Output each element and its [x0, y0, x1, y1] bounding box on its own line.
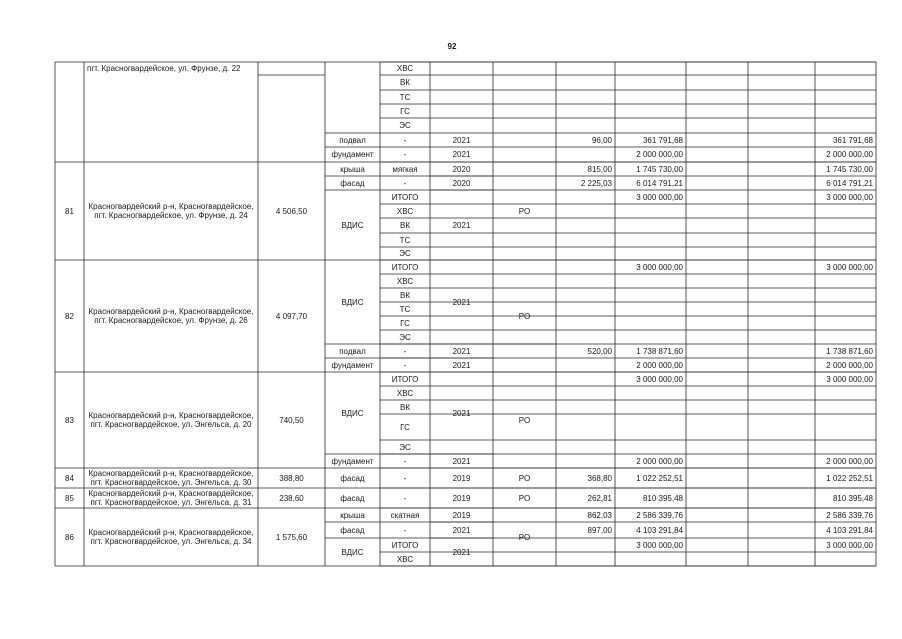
- fund-cell: РО: [518, 311, 531, 321]
- work-type-cell: фундамент: [331, 150, 374, 159]
- system-type-cell: ХВС: [396, 206, 414, 216]
- fund-cell: РО: [518, 206, 531, 216]
- system-type-cell: ХВС: [396, 388, 414, 398]
- total-cost-cell: 1 022 252,51: [826, 473, 873, 483]
- system-type-cell: ЭС: [399, 332, 411, 342]
- year-cell: 2021: [452, 135, 471, 145]
- area-cell: 388,80: [279, 473, 304, 483]
- total-cost-cell: 3 000 000,00: [826, 540, 873, 550]
- area-cell: 740,50: [279, 415, 304, 425]
- year-cell: 2021: [452, 456, 471, 466]
- system-type-cell: -: [403, 346, 407, 356]
- system-type-cell: ИТОГО: [391, 262, 419, 272]
- system-type-cell: ЭС: [399, 442, 411, 452]
- total-cost-cell: 6 014 791,21: [826, 178, 873, 188]
- system-type-cell: -: [403, 150, 407, 159]
- volume-cell: 368,80: [587, 473, 612, 483]
- work-type-cell: фасад: [340, 178, 365, 188]
- volume-cell: 862,03: [587, 510, 612, 520]
- page-number: 92: [447, 42, 457, 51]
- year-cell: 2019: [452, 510, 471, 520]
- total-cost-cell: 2 000 000,00: [826, 360, 873, 370]
- row-number: 86: [65, 532, 74, 542]
- year-cell: 2021: [452, 525, 471, 535]
- fund-cell: РО: [518, 473, 531, 483]
- work-type-cell: крыша: [340, 164, 365, 174]
- system-type-cell: -: [403, 178, 407, 188]
- system-type-cell: ГС: [400, 422, 410, 432]
- row-number: 85: [65, 493, 74, 503]
- year-cell: 2021: [452, 150, 471, 159]
- total-cost-cell: 1 738 871,60: [826, 346, 873, 356]
- area-cell: 4 506,50: [275, 206, 308, 216]
- cost-cell: 810 395,48: [642, 493, 683, 503]
- cost-cell: 2 000 000,00: [636, 150, 683, 159]
- fund-cell: РО: [518, 493, 531, 503]
- system-type-cell: ТС: [399, 235, 411, 245]
- area-cell: 238,60: [279, 493, 304, 503]
- vdis-label: ВДИС: [341, 220, 364, 230]
- cost-cell: 6 014 791,21: [636, 178, 683, 188]
- continuation-address: пгт. Красногвардейское, ул. Фрунзе, д. 22: [87, 64, 241, 73]
- year-cell: 2021: [452, 346, 471, 356]
- vdis-label: ВДИС: [341, 408, 364, 418]
- system-type-cell: ВК: [400, 78, 410, 87]
- year-cell: 2019: [452, 473, 471, 483]
- total-cost-cell: 2 586 339,76: [826, 510, 873, 520]
- address-cell: Красногвардейский р-н, Красногвардейское, пгт. Красногвардейское, ул. Энгельса, д. 30: [88, 469, 254, 487]
- row-number: 81: [65, 206, 74, 216]
- system-type-cell: ГС: [400, 106, 410, 116]
- cost-cell: 2 000 000,00: [636, 360, 683, 370]
- cost-cell: 4 103 291,84: [636, 525, 683, 535]
- work-type-cell: подвал: [339, 346, 366, 356]
- total-cost-cell: 810 395,48: [832, 493, 873, 503]
- system-type-cell: ИТОГО: [391, 192, 419, 202]
- work-type-cell: крыша: [340, 510, 365, 520]
- volume-cell: 815,00: [587, 164, 612, 174]
- cost-cell: 361 791,68: [642, 135, 683, 145]
- system-type-cell: ХВС: [396, 64, 414, 73]
- address-cell: Красногвардейский р-н, Красногвардейское, пгт. Красногвардейское, ул. Фрунзе, д. 26: [88, 307, 254, 325]
- vdis-label: ВДИС: [341, 547, 364, 557]
- volume-cell: 2 225,03: [580, 178, 612, 188]
- row-number: 82: [65, 311, 74, 321]
- total-cost-cell: 3 000 000,00: [826, 374, 873, 384]
- work-type-cell: подвал: [339, 135, 366, 145]
- system-type-cell: -: [403, 135, 407, 145]
- fund-cell: РО: [518, 532, 531, 542]
- total-cost-cell: 2 000 000,00: [826, 150, 873, 159]
- system-type-cell: -: [403, 360, 407, 370]
- work-type-cell: фасад: [340, 473, 365, 483]
- system-type-cell: ИТОГО: [391, 374, 419, 384]
- system-type-cell: ХВС: [396, 554, 414, 564]
- system-type-cell: скатная: [390, 510, 420, 520]
- work-type-cell: фасад: [340, 493, 365, 503]
- vdis-year: 2021: [452, 547, 471, 557]
- volume-cell: 262,81: [587, 493, 612, 503]
- year-cell: 2019: [452, 493, 471, 503]
- address-cell: Красногвардейский р-н, Красногвардейское, пгт. Красногвардейское, ул. Энгельса, д. 20: [88, 411, 254, 429]
- address-cell: Красногвардейский р-н, Красногвардейское, пгт. Красногвардейское, ул. Фрунзе, д. 24: [88, 202, 254, 220]
- volume-cell: 897,00: [587, 525, 612, 535]
- system-type-cell: ГС: [400, 318, 410, 328]
- row-number: 84: [65, 473, 74, 483]
- system-type-cell: ЭС: [399, 249, 411, 258]
- area-cell: 1 575,60: [275, 532, 308, 542]
- work-type-cell: фасад: [340, 525, 365, 535]
- vdis-year: 2021: [452, 220, 471, 230]
- system-type-cell: -: [403, 473, 407, 483]
- system-type-cell: ИТОГО: [391, 540, 419, 550]
- total-cost-cell: 4 103 291,84: [826, 525, 873, 535]
- volume-cell: 520,00: [587, 346, 612, 356]
- address-cell: Красногвардейский р-н, Красногвардейское, пгт. Красногвардейское, ул. Энгельса, д. 31: [88, 489, 254, 507]
- vdis-year: 2021: [452, 297, 471, 307]
- total-cost-cell: 3 000 000,00: [826, 262, 873, 272]
- year-cell: 2020: [452, 164, 471, 174]
- vdis-year: 2021: [452, 408, 471, 418]
- system-type-cell: -: [403, 456, 407, 466]
- total-cost-cell: 1 745 730,00: [826, 164, 873, 174]
- system-type-cell: ЭС: [399, 121, 411, 130]
- row-number: 83: [65, 415, 74, 425]
- cost-cell: 3 000 000,00: [636, 262, 683, 272]
- system-type-cell: ТС: [399, 304, 411, 314]
- work-type-cell: фундамент: [331, 456, 374, 466]
- total-cost-cell: 3 000 000,00: [826, 192, 873, 202]
- cost-cell: 3 000 000,00: [636, 374, 683, 384]
- year-cell: 2021: [452, 360, 471, 370]
- cost-cell: 2 000 000,00: [636, 456, 683, 466]
- total-cost-cell: 361 791,68: [832, 135, 873, 145]
- cost-cell: 1 745 730,00: [636, 164, 683, 174]
- total-cost-cell: 2 000 000,00: [826, 456, 873, 466]
- year-cell: 2020: [452, 178, 471, 188]
- work-type-cell: фундамент: [331, 360, 374, 370]
- system-type-cell: ВК: [400, 402, 410, 412]
- address-cell: Красногвардейский р-н, Красногвардейское, пгт. Красногвардейское, ул. Энгельса, д. 34: [88, 528, 254, 546]
- system-type-cell: -: [403, 493, 407, 503]
- cost-cell: 1 738 871,60: [636, 346, 683, 356]
- system-type-cell: мягкая: [392, 164, 418, 174]
- cost-cell: 3 000 000,00: [636, 540, 683, 550]
- volume-cell: 96,00: [591, 135, 612, 145]
- system-type-cell: ВК: [400, 221, 410, 230]
- cost-cell: 1 022 252,51: [636, 473, 683, 483]
- area-cell: 4 097,70: [275, 311, 308, 321]
- vdis-label: ВДИС: [341, 297, 364, 307]
- system-type-cell: ВК: [400, 290, 410, 300]
- cost-cell: 2 586 339,76: [636, 510, 683, 520]
- cost-cell: 3 000 000,00: [636, 192, 683, 202]
- fund-cell: РО: [518, 415, 531, 425]
- system-type-cell: ХВС: [396, 276, 414, 286]
- system-type-cell: -: [403, 525, 407, 535]
- system-type-cell: ТС: [399, 92, 411, 102]
